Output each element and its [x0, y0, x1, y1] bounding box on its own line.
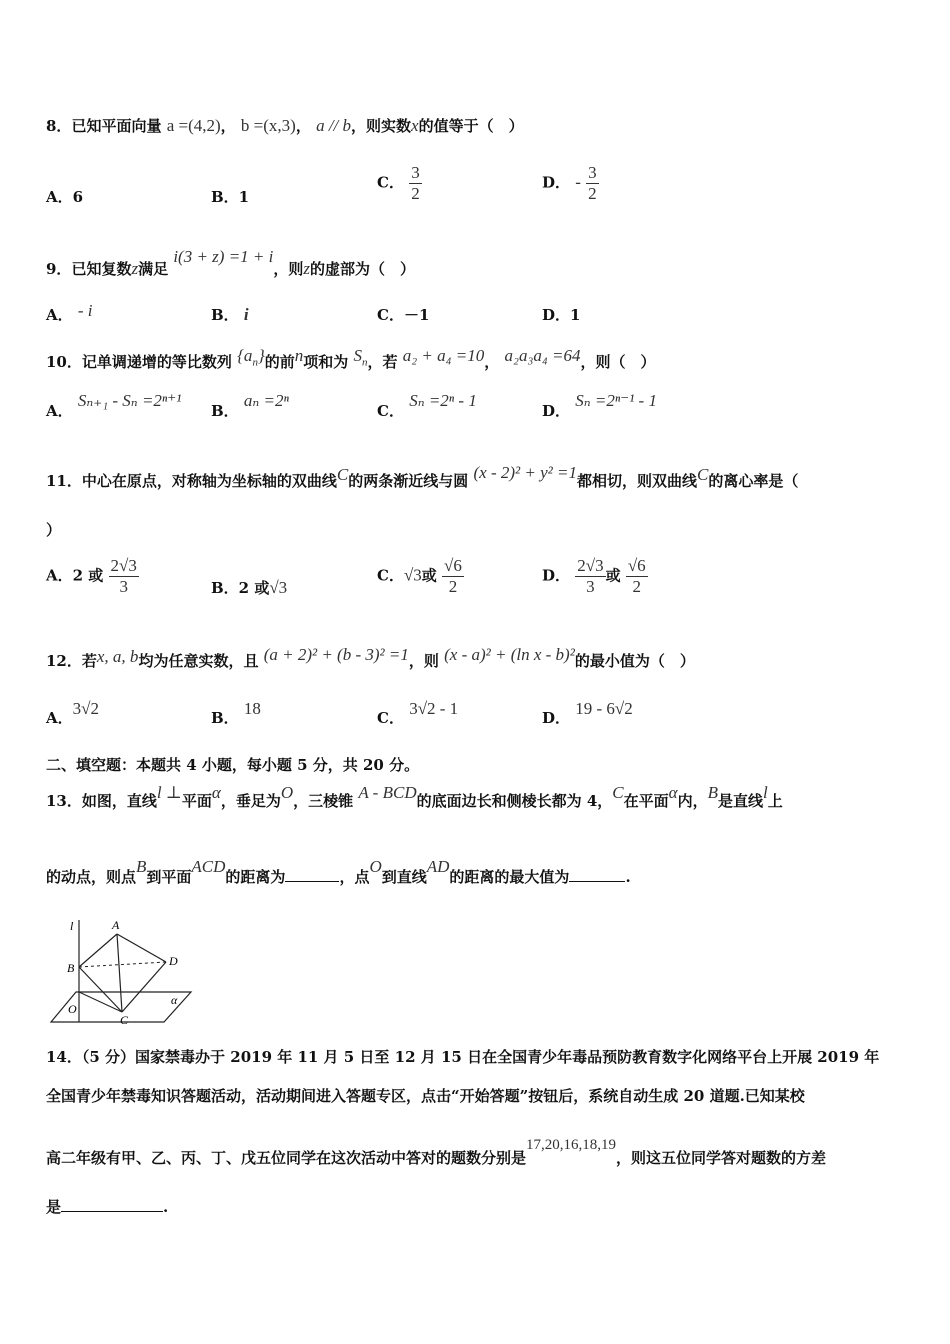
q10-option-b: B． aₙ =2ⁿ [211, 391, 289, 420]
q8-option-d: D． - $\frac{3}{2}$ [542, 163, 597, 203]
q12-expression: (x - a)² + (ln x - b)² [444, 645, 575, 664]
condition-1: a₂ + a₄ =10 [402, 346, 485, 365]
q9-option-d: D．1 [542, 306, 581, 324]
q12-condition: (a + 2)² + (b - 3)² =1 [263, 645, 409, 664]
answer-blank-2 [569, 867, 625, 882]
q12-stem: 12．若x, a, b均为任意实数，且 (a + 2)² + (b - 3)² =1，则 (x - a)² + (ln x - b)²的最小值为（ ） [46, 645, 695, 670]
q8-option-c: C． $\frac{3}{2}$ [377, 163, 420, 203]
q12-option-c: C． 3√2 - 1 [377, 699, 459, 727]
label-b: B [67, 961, 75, 975]
label-d: D [169, 954, 178, 968]
label-l: l [70, 919, 74, 933]
parallel-condition: a // b [316, 116, 352, 135]
q8-option-b: B．1 [211, 188, 250, 206]
label-o: O [68, 1002, 77, 1016]
q14-line1: 14．（5 分）国家禁毒办于 2019 年 11 月 5 日至 12 月 15 日在全国青少年毒品预防教育数字化网络平台上开展 2019 年 [46, 1048, 880, 1066]
q12-option-d: D． 19 - 6√2 [542, 699, 633, 727]
q11-option-d: D． $\frac{2√3}{3}$ 或 $\frac{√6}{2}$ [542, 556, 646, 596]
section-title: 二、填空题：本题共 4 小题，每小题 5 分，共 20 分。 [46, 756, 420, 774]
vector-a: a =(4,2) [166, 116, 221, 135]
q10-stem: 10．记单调递增的等比数列 $\{a_n\}$的前n项和为 $S_n$，若 a₂ + a₄ =10， a₂a₃a₄ =64，则（ ） [46, 346, 656, 371]
q14-line2: 全国青少年禁毒知识答题活动，活动期间进入答题专区，点击“开始答题”按钮后，系统自动生成 20 道题.已知某校 [46, 1087, 805, 1105]
q9-option-a: A． - i [46, 301, 93, 324]
condition-2: a₂a₃a₄ =64 [504, 346, 581, 365]
circle-equation: (x - 2)² + y² =1 [473, 463, 577, 482]
q11-stem-end: ） [46, 521, 62, 539]
q13-stem: 13．如图，直线l ⊥平面α，垂足为O，三棱锥 A - BCD的底面边长和侧棱长都为 4，C在平面α内，B是直线l上 [46, 783, 783, 810]
fraction: $\frac{3}{2}$ [588, 163, 597, 203]
q9-option-b: B． i [211, 305, 249, 324]
pyramid-figure [46, 912, 196, 1030]
q13-stem-line2: 的动点，则点B到平面ACD的距离为 ，点O到直线AD的距离的最大值为 . [46, 857, 631, 886]
answer-blank-1 [285, 867, 339, 882]
q14-line3: 高二年级有甲、乙、丙、丁、戊五位同学在这次活动中答对的题数分别是17,20,16,18,19，则这五位同学答对题数的方差 [46, 1137, 827, 1167]
q10-option-a: A． Sₙ₊₁ - Sₙ =2ⁿ⁺¹ [46, 391, 182, 420]
fraction: $\frac{3}{2}$ [411, 163, 420, 203]
q10-option-c: C． Sₙ =2ⁿ - 1 [377, 391, 477, 420]
q10-option-d: D． Sₙ =2ⁿ⁻¹ - 1 [542, 391, 657, 420]
vector-b: b =(x,3) [240, 116, 296, 135]
q8-stem: 8．已知平面向量 a =(4,2)， b =(x,3)， a // b，则实数x的值等于（ ） [46, 116, 524, 135]
q8-number: 8． [46, 117, 72, 135]
q8-option-a: A．6 [46, 188, 84, 206]
q12-option-a: A．3√2 [46, 699, 99, 727]
q9-equation: i(3 + z) =1 + i [173, 247, 274, 266]
q11-option-c: C．√3或 $\frac{√6}{2}$ [377, 556, 462, 596]
sequence-an: $\{a_n\}$ [237, 346, 265, 369]
label-a: A [112, 918, 120, 932]
q14-data: 17,20,16,18,19 [526, 1137, 617, 1153]
label-c: C [120, 1013, 129, 1027]
q14-line4: 是 . [46, 1198, 169, 1216]
answer-blank-3 [61, 1197, 163, 1212]
q11-option-b: B．2 或√3 [211, 578, 288, 597]
q12-option-b: B． 18 [211, 699, 261, 727]
q11-option-a: A．2 或 $\frac{2√3}{3}$ [46, 556, 137, 596]
label-alpha: α [171, 993, 178, 1007]
q9-stem: 9．已知复数z满足 i(3 + z) =1 + i，则z的虚部为（ ） [46, 247, 416, 278]
q9-option-c: C．－1 [377, 306, 430, 324]
q11-stem: 11．中心在原点，对称轴为坐标轴的双曲线C的两条渐近线与圆 (x - 2)² + y² =1都相切，则双曲线C的离心率是（ [46, 463, 799, 490]
